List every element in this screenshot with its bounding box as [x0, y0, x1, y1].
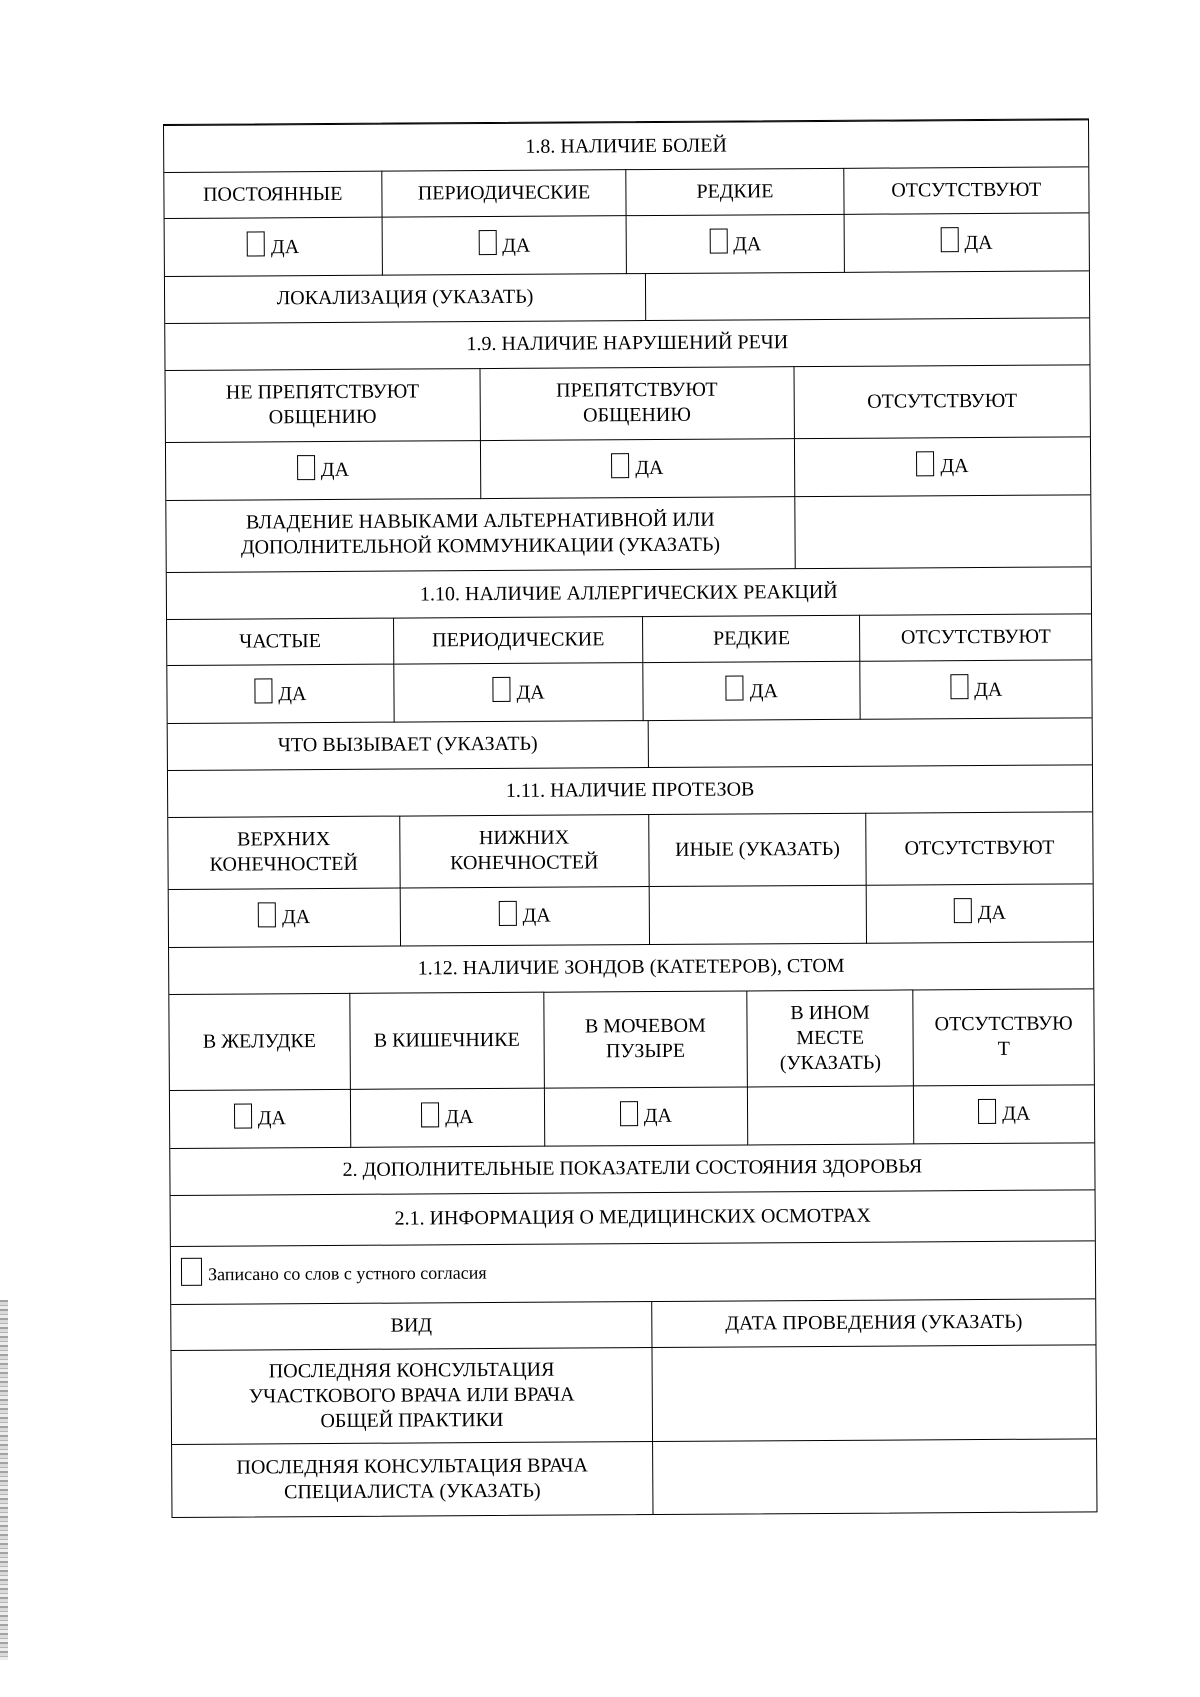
- section-1-9-title: 1.9. НАЛИЧИЕ НАРУШЕНИЙ РЕЧИ: [165, 318, 1089, 370]
- checkbox-cell: [165, 217, 382, 276]
- allergy-cause-label: ЧТО ВЫЗЫВАЕТ (УКАЗАТЬ): [168, 721, 649, 770]
- label-line: (УКАЗАТЬ): [779, 1051, 882, 1074]
- option-hinder: [480, 366, 795, 440]
- medical-form: [163, 118, 1097, 1517]
- checkbox-label: ДА: [940, 455, 969, 478]
- exam-gp-consultation: [171, 1348, 652, 1445]
- section-2: [170, 1143, 1095, 1305]
- option-periodic: ПЕРИОДИЧЕСКИЕ: [381, 170, 626, 217]
- label-line: ПУЗЫРЕ: [605, 1039, 686, 1063]
- checkbox-cell: [170, 1089, 351, 1148]
- option-absent: ОТСУТСТВУЮТ: [866, 811, 1093, 884]
- label-line: КОНЕЧНОСТЕЙ: [209, 852, 358, 876]
- checkbox[interactable]: [234, 1103, 252, 1128]
- option-rare: РЕДКИЕ: [626, 168, 843, 215]
- section-1-9-skills: [166, 495, 1090, 573]
- checkbox-cell: [394, 663, 644, 723]
- checkbox[interactable]: [498, 901, 516, 926]
- section-1-10-title: 1.10. НАЛИЧИЕ АЛЛЕРГИЧЕСКИХ РЕАКЦИЙ: [167, 567, 1091, 619]
- option-upper-limbs: [168, 816, 399, 889]
- checkbox[interactable]: [611, 453, 629, 478]
- option-lower-limbs: [399, 814, 649, 888]
- option-intestine: В КИШЕЧНИКЕ: [349, 992, 544, 1089]
- option-not-hinder: [166, 368, 481, 442]
- label-line: В МОЧЕВОМ: [584, 1014, 706, 1038]
- checkbox-label: ДА: [278, 682, 307, 705]
- section-2-1-exams: [171, 1299, 1096, 1517]
- checkbox-cell: [167, 664, 394, 723]
- other-prosthesis-field[interactable]: [649, 885, 866, 944]
- checkbox[interactable]: [478, 230, 496, 255]
- checkbox[interactable]: [421, 1102, 439, 1127]
- label-line: ПОСЛЕДНЯЯ КОНСУЛЬТАЦИЯ: [268, 1358, 555, 1383]
- column-date: ДАТА ПРОВЕДЕНИЯ (УКАЗАТЬ): [652, 1299, 1096, 1348]
- checkbox[interactable]: [916, 451, 934, 476]
- section-1-12-title: 1.12. НАЛИЧИЕ ЗОНДОВ (КАТЕТЕРОВ), СТОМ: [169, 942, 1093, 994]
- label-line: Т: [997, 1037, 1010, 1060]
- label-line: В ИНОМ: [790, 1001, 870, 1024]
- scan-edge-artifact: [0, 1300, 8, 1660]
- label-line: КОНЕЧНОСТЕЙ: [450, 851, 599, 875]
- checkbox-label: ДА: [257, 1107, 287, 1130]
- section-1-9: [165, 318, 1090, 501]
- option-other: ИНЫЕ (УКАЗАТЬ): [649, 813, 867, 886]
- checkbox[interactable]: [258, 902, 276, 927]
- section-1-11-title: 1.11. НАЛИЧИЕ ПРОТЕЗОВ: [168, 765, 1092, 817]
- checkbox-cell: [794, 436, 1090, 496]
- checkbox-label: ДА: [502, 234, 531, 257]
- option-constant: ПОСТОЯННЫЕ: [164, 171, 381, 218]
- option-frequent: ЧАСТЫЕ: [167, 618, 394, 665]
- checkbox-cell: [382, 216, 627, 275]
- checkbox-label: ДА: [270, 235, 300, 258]
- checkbox[interactable]: [978, 1099, 996, 1124]
- checkbox-label: ДА: [974, 678, 1003, 701]
- checkbox[interactable]: [709, 229, 727, 254]
- checkbox[interactable]: [254, 679, 272, 704]
- checkbox[interactable]: [492, 677, 510, 702]
- label-line: ПОСЛЕДНЯЯ КОНСУЛЬТАЦИЯ ВРАЧА: [236, 1454, 588, 1479]
- exam-specialist-consultation: [172, 1442, 653, 1517]
- checkbox-label: ДА: [516, 681, 545, 704]
- section-1-10: [167, 567, 1092, 724]
- consent-label: Записано со слов с устного согласия: [207, 1262, 487, 1285]
- checkbox-label: ДА: [281, 906, 311, 929]
- option-rare: РЕДКИЕ: [643, 615, 860, 662]
- checkbox-cell: [169, 888, 400, 947]
- checkbox[interactable]: [940, 228, 958, 253]
- checkbox-cell: [844, 213, 1089, 272]
- checkbox-cell: [166, 440, 481, 500]
- checkbox-cell: [480, 438, 795, 498]
- localization-label: ЛОКАЛИЗАЦИЯ (УКАЗАТЬ): [165, 274, 646, 323]
- checkbox-label: ДА: [522, 904, 551, 927]
- checkbox[interactable]: [950, 675, 968, 700]
- checkbox-label: ДА: [643, 1104, 673, 1128]
- checkbox-cell: [643, 661, 860, 720]
- label-line: ДОПОЛНИТЕЛЬНОЙ КОММУНИКАЦИИ (УКАЗАТЬ): [240, 533, 721, 559]
- option-absent: ОТСУТСТВУЮТ: [860, 614, 1091, 661]
- section-1-8-title: 1.8. НАЛИЧИЕ БОЛЕЙ: [164, 120, 1088, 173]
- checkbox-label: ДА: [320, 458, 350, 481]
- checkbox-label: ДА: [445, 1106, 474, 1129]
- label-line: СПЕЦИАЛИСТА (УКАЗАТЬ): [284, 1479, 541, 1504]
- section-2-title: 2. ДОПОЛНИТЕЛЬНЫЕ ПОКАЗАТЕЛИ СОСТОЯНИЯ ЗДОРОВЬЯ: [170, 1143, 1094, 1195]
- section-1-12: [169, 942, 1094, 1149]
- option-other-place: [747, 989, 914, 1086]
- section-1-8-localization: [165, 271, 1089, 323]
- label-line: ОБЩЕНИЮ: [268, 405, 377, 429]
- checkbox-label: ДА: [749, 679, 778, 702]
- option-bladder: [544, 990, 748, 1087]
- option-periodic: ПЕРИОДИЧЕСКИЕ: [393, 617, 643, 665]
- checkbox[interactable]: [726, 676, 744, 701]
- label-line: УЧАСТКОВОГО ВРАЧА ИЛИ ВРАЧА: [248, 1383, 575, 1408]
- checkbox-cell: [627, 214, 844, 273]
- consent-checkbox[interactable]: [181, 1258, 202, 1286]
- checkbox[interactable]: [620, 1101, 638, 1126]
- communication-skills-field[interactable]: [795, 495, 1091, 569]
- allergy-cause-field[interactable]: [648, 718, 1092, 767]
- exam-specialist-date-field[interactable]: [653, 1439, 1097, 1514]
- section-1-8: [164, 119, 1089, 277]
- other-place-field[interactable]: [747, 1085, 914, 1144]
- section-2-1-title: 2.1. ИНФОРМАЦИЯ О МЕДИЦИНСКИХ ОСМОТРАХ: [171, 1189, 1095, 1246]
- option-absent: ОТСУТСТВУЮТ: [843, 167, 1088, 214]
- checkbox-label: ДА: [964, 231, 993, 254]
- label-line: ПРЕПЯТСТВУЮТ: [556, 378, 718, 402]
- label-line: ОБЩЕНИЮ: [583, 403, 691, 427]
- checkbox-label: ДА: [635, 456, 664, 480]
- checkbox-label: ДА: [733, 232, 762, 255]
- option-absent: ОТСУТСТВУЮТ: [794, 364, 1090, 438]
- option-stomach: В ЖЕЛУДКЕ: [169, 993, 350, 1090]
- checkbox[interactable]: [954, 898, 972, 923]
- checkbox-cell: [866, 883, 1093, 942]
- label-line: НЕ ПРЕПЯТСТВУЮТ: [225, 380, 420, 404]
- label-line: МЕСТЕ: [796, 1026, 865, 1049]
- checkbox-cell: [860, 660, 1091, 719]
- communication-skills-label: [166, 497, 795, 573]
- exam-gp-date-field[interactable]: [652, 1345, 1096, 1442]
- checkbox-cell: [914, 1084, 1095, 1143]
- localization-field[interactable]: [645, 271, 1089, 320]
- checkbox-cell: [400, 886, 650, 946]
- label-line: НИЖНИХ: [478, 826, 570, 850]
- checkbox-cell: [350, 1088, 544, 1147]
- label-line: ОТСУТСТВУЮ: [934, 1012, 1073, 1036]
- label-line: ВЕРХНИХ: [237, 827, 331, 851]
- checkbox[interactable]: [247, 232, 265, 257]
- checkbox-label: ДА: [977, 901, 1006, 924]
- label-line: ОБЩЕЙ ПРАКТИКИ: [320, 1408, 504, 1433]
- label-line: ВЛАДЕНИЕ НАВЫКАМИ АЛЬТЕРНАТИВНОЙ ИЛИ: [245, 508, 715, 534]
- option-absent: [913, 988, 1094, 1085]
- checkbox-label: ДА: [1002, 1102, 1031, 1125]
- consent-row: [171, 1240, 1095, 1304]
- section-1-10-cause: [168, 718, 1092, 770]
- checkbox-cell: [544, 1086, 748, 1145]
- checkbox[interactable]: [297, 455, 315, 480]
- column-kind: ВИД: [171, 1302, 652, 1351]
- section-1-11: [168, 765, 1093, 948]
